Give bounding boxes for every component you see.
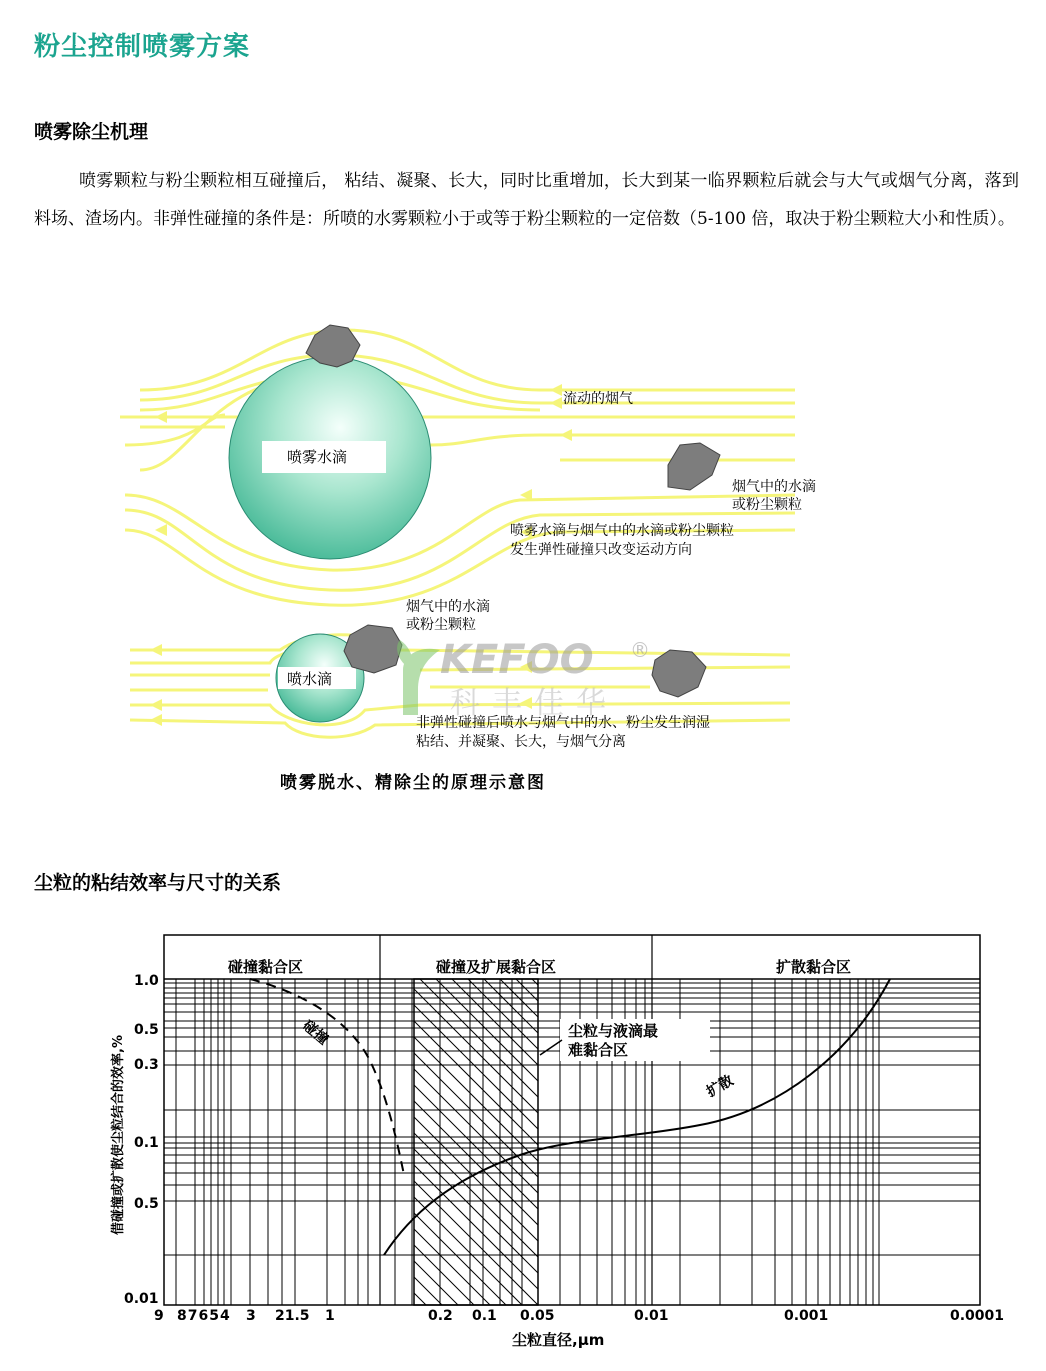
x-tick: 3 <box>246 1308 256 1324</box>
paragraph-text: 喷雾颗粒与粉尘颗粒相互碰撞后， 粘结、凝聚、长大，同时比重增加，长大到某一临界颗粒后就会与大气或烟气分离，落到料场、渣场内。非弹性碰撞的条件是：所喷的水雾颗粒小于或等于粉尘颗粒的一定倍数（5-100 倍，取决于粉尘颗粒大小和性质）。 <box>34 171 1019 229</box>
x-tick: 87654 <box>177 1308 231 1324</box>
watermark-chinese: 科丰佳华 <box>450 686 618 721</box>
inelastic-line1: 非弹性碰撞后喷水与烟气中的水、粉尘发生润湿 <box>416 715 710 731</box>
hatch-line <box>484 979 538 1033</box>
dust-particle-collision <box>344 625 402 673</box>
x-axis-label: 尘粒直径,μm <box>512 1331 605 1349</box>
y-tick: 0.1 <box>134 1135 159 1151</box>
hatch-line <box>414 1197 522 1305</box>
x-tick: 0.01 <box>634 1308 669 1324</box>
hatch-line <box>414 1165 538 1289</box>
section-heading-relation: 尘粒的粘结效率与尺寸的关系 <box>34 872 282 894</box>
hatch-line <box>414 1021 538 1145</box>
hatch-line <box>420 979 538 1097</box>
y-tick: 1.0 <box>134 973 159 989</box>
hatch-line <box>414 1037 538 1161</box>
x-tick: 9 <box>154 1308 164 1324</box>
particle2-label-line2: 或粉尘颗粒 <box>406 617 476 633</box>
large-droplet-label: 喷雾水滴 <box>287 448 348 466</box>
hatch-line <box>414 1149 538 1273</box>
y-axis-label: 借碰撞或扩散使尘粒结合的效率,% <box>111 1035 126 1235</box>
page-title: 粉尘控制喷雾方案 <box>34 32 251 62</box>
mechanism-paragraph <box>34 162 1019 238</box>
x-tick: 0.0001 <box>950 1308 1005 1324</box>
zone-diffusion: 扩散黏合区 <box>776 958 852 976</box>
x-tick: 0.001 <box>784 1308 829 1324</box>
hatch-line <box>532 979 538 985</box>
y-tick: 0.3 <box>134 1057 159 1073</box>
hatch-line <box>468 979 538 1049</box>
dust-particle-right <box>668 443 720 490</box>
elastic-collision-line2: 发生弹性碰撞只改变运动方向 <box>510 542 692 558</box>
particle-label-line1: 烟气中的水滴 <box>732 479 816 495</box>
hatch-line <box>414 1245 474 1305</box>
hatch-line <box>414 1133 538 1257</box>
particle-label-line2: 或粉尘颗粒 <box>732 497 802 513</box>
x-tick: 0.2 <box>428 1308 453 1324</box>
x-tick: 21.5 <box>275 1308 310 1324</box>
hatch-line <box>414 1293 426 1305</box>
zone-collision-diffusion: 碰撞及扩展黏合区 <box>436 958 557 976</box>
hatch-line <box>414 1085 538 1209</box>
zone-collision: 碰撞黏合区 <box>228 958 304 976</box>
spray-principle-diagram <box>0 295 1046 815</box>
particle2-label-line1: 烟气中的水滴 <box>406 599 490 615</box>
zone-labels <box>228 958 851 976</box>
hatch-line <box>414 1277 442 1305</box>
hatch-line <box>436 979 538 1081</box>
bonding-efficiency-chart <box>0 925 1046 1371</box>
hardest-zone-note-line2: 难黏合区 <box>568 1041 629 1059</box>
hatch-line <box>452 979 538 1065</box>
note-pointer <box>540 1040 562 1055</box>
dust-particle-lower-right <box>652 650 706 697</box>
inelastic-line2: 粘结、并凝聚、长大，与烟气分离 <box>416 734 626 750</box>
y-tick: 0.5 <box>134 1196 159 1212</box>
y-tick-labels <box>124 973 159 1307</box>
hatch-line <box>414 1117 538 1241</box>
watermark-brand: KEFOO <box>440 637 594 683</box>
hatch-line <box>414 1053 538 1177</box>
diagram-caption: 喷雾脱水、精除尘的原理示意图 <box>280 773 546 793</box>
x-tick: 0.05 <box>520 1308 555 1324</box>
x-tick: 1 <box>325 1308 335 1324</box>
hatch-line <box>414 1229 490 1305</box>
flow-gas-label: 流动的烟气 <box>563 391 633 407</box>
y-tick: 0.5 <box>134 1022 159 1038</box>
hatch-line <box>414 1181 538 1305</box>
watermark-registered: ® <box>630 638 650 662</box>
elastic-collision-line1: 喷雾水滴与烟气中的水滴或粉尘颗粒 <box>510 523 734 539</box>
hardest-zone-note-line1: 尘粒与液滴最 <box>568 1022 659 1040</box>
y-tick: 0.01 <box>124 1291 159 1307</box>
collision-curve-label: 碰撞 <box>299 1017 332 1049</box>
diffusion-curve-label: 扩散 <box>704 1072 737 1101</box>
small-droplet-label: 喷水滴 <box>287 670 333 688</box>
kefoo-watermark <box>397 637 650 721</box>
x-tick: 0.1 <box>472 1308 497 1324</box>
x-tick-labels <box>154 1308 1004 1324</box>
section-heading-mechanism: 喷雾除尘机理 <box>34 121 149 143</box>
